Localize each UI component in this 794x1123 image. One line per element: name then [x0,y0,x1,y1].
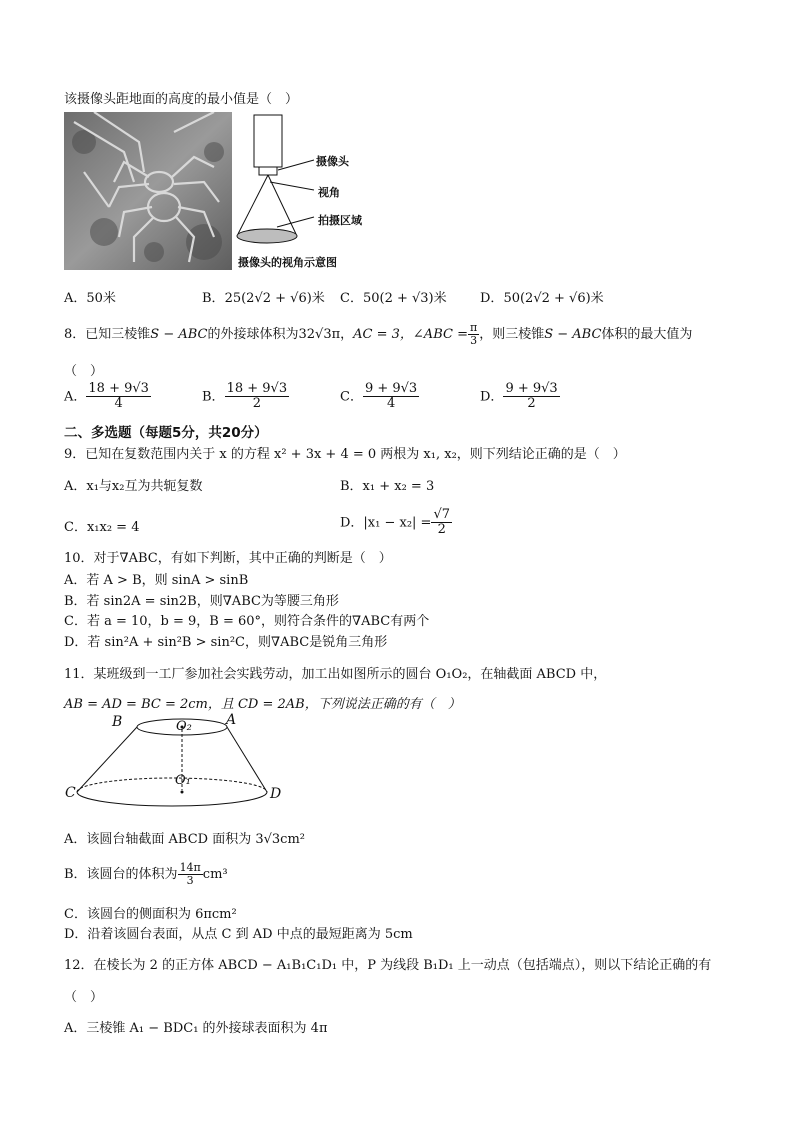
label-camera: 摄像头 [316,155,349,168]
q8-option-c: C． $\frac{9 + 9√3}{4}$ [340,381,418,412]
point-b-label: B [112,714,123,730]
q11-option-c: C．该圆台的侧面积为 6πcm² [64,907,237,922]
q12-stem: 12．在棱长为 2 的正方体 ABCD − A₁B₁C₁D₁ 中，P 为线段 B₁D₁ 上一动点（包括端点），则以下结论正确的有 [64,958,712,973]
q10-option-a: A．若 A > B，则 sinA > sinB [64,573,249,588]
label-shooting-area: 拍摄区域 [318,214,362,227]
q8-option-a: A． $\frac{18 + 9√3}{4}$ [64,381,149,412]
q7-option-d: D．50(2√2 + √6)米 [480,291,604,306]
q7-stem: 该摄像头距地面的高度的最小值是（ ） [64,92,299,107]
point-o1-label: O₁ [175,773,191,788]
q11-stem-line1: 11．某班级到一工厂参加社会实践劳动，加工出如图所示的圆台 O₁O₂，在轴截面 ABCD 中， [64,667,607,682]
q10-option-d: D．若 sin²A + sin²B > sin²C，则∇ABC是锐角三角形 [64,635,388,650]
camera-view-angle-diagram [232,112,372,272]
q10-option-c: C．若 a = 10，b = 9，B = 60°，则符合条件的∇ABC有两个 [64,614,430,629]
nazca-spider-photo [64,112,232,270]
q9-option-b: B．x₁ + x₂ = 3 [340,479,435,494]
q7-option-a: A．50米 [64,291,116,306]
section-heading-multiple-choice: 二、多选题（每题5分，共20分） [64,425,268,441]
point-d-label: D [270,786,282,802]
point-o2-label: O₂ [176,719,192,734]
q8-paren: （ ） [64,364,104,379]
q8-option-d: D． $\frac{9 + 9√3}{2}$ [480,381,558,412]
q8-option-b: B． $\frac{18 + 9√3}{2}$ [202,381,288,412]
q11-option-b: B．该圆台的体积为 $\frac{14\pi}{3}$ cm³ [64,861,228,888]
q11-stem-line2: AB = AD = BC = 2cm，且 CD = 2AB，下列说法正确的有（ ） [64,697,461,712]
q10-option-b: B．若 sin2A = sin2B，则∇ABC为等腰三角形 [64,594,339,609]
q11-option-a: A．该圆台轴截面 ABCD 面积为 3√3cm² [64,832,305,847]
q12-option-a: A．三棱锥 A₁ − BDC₁ 的外接球表面积为 4π [64,1021,328,1036]
q11-option-d: D．沿着该圆台表面，从点 C 到 AD 中点的最短距离为 5cm [64,927,413,942]
q9-option-c: C．x₁x₂ = 4 [64,520,140,535]
q9-stem: 9．已知在复数范围内关于 x 的方程 x² + 3x + 4 = 0 两根为 x₁, x₂，则下列结论正确的是（ ） [64,447,626,462]
point-c-label: C [65,785,76,801]
point-a-label: A [226,712,237,728]
q12-paren: （ ） [64,990,104,1005]
q9-option-a: A．x₁与x₂互为共轭复数 [64,479,203,494]
q8-stem: 8．已知三棱锥S − ABC的外接球体积为32√3π，AC = 3，∠ABC = $\frac{\pi}{3}$ ，则三棱锥S − ABC体积的最大值为 [64,321,693,348]
q7-option-b: B．25(2√2 + √6)米 [202,291,325,306]
q7-option-c: C．50(2 + √3)米 [340,291,447,306]
q9-option-d: D．|x₁ − x₂| = $\frac{√7}{2}$ [340,507,451,538]
q10-stem: 10．对于∇ABC，有如下判断，其中正确的判断是（ ） [64,551,392,566]
label-view-angle: 视角 [318,186,340,199]
diagram-caption: 摄像头的视角示意图 [238,256,337,269]
